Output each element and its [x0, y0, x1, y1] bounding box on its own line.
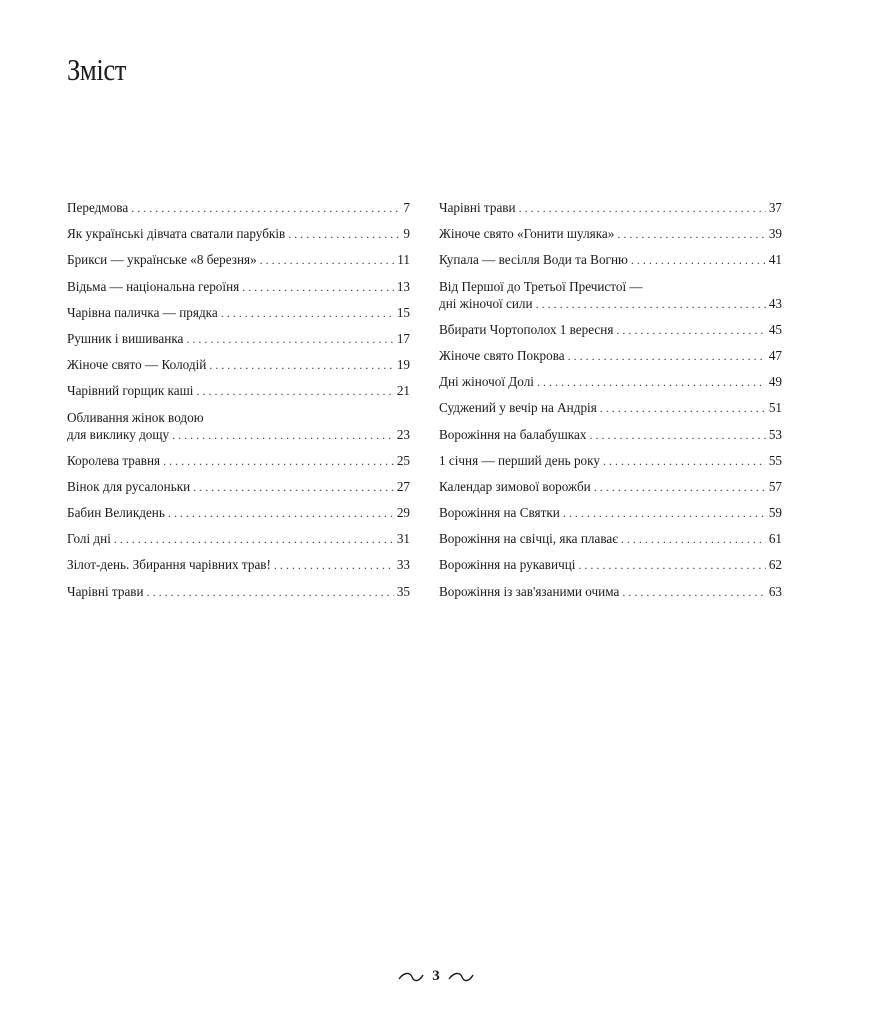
toc-entry-row	[439, 426, 782, 444]
toc-entry-title: Чарівний горщик каші	[67, 383, 194, 399]
toc-entry-title: 1 січня — перший день року	[439, 452, 600, 468]
toc-entry[interactable]	[67, 556, 410, 574]
toc-entry-title: Ворожіння на свічці, яка плаває	[439, 531, 618, 547]
dot-leader	[622, 584, 765, 601]
toc-entry-row	[439, 504, 782, 522]
toc-entry-title: для виклику дощу	[67, 426, 170, 442]
toc-entry[interactable]	[67, 199, 410, 217]
toc-entry-page-number: 61	[768, 531, 782, 547]
dot-leader	[186, 331, 393, 348]
dot-leader	[589, 427, 765, 444]
toc-entry-title: Жіноче свято Покрова	[439, 347, 565, 363]
dot-leader	[221, 305, 394, 322]
toc-entry-page-number: 51	[768, 400, 782, 416]
toc-entry[interactable]	[439, 251, 782, 269]
toc-entry[interactable]	[439, 373, 782, 391]
toc-entry-title: Ворожіння на рукавичці	[439, 557, 576, 573]
toc-entry[interactable]	[439, 426, 782, 444]
toc-entry-page-number: 29	[396, 505, 410, 521]
toc-entry[interactable]	[67, 278, 410, 296]
toc-entry-title: Вбирати Чортополох 1 вересня	[439, 321, 614, 337]
toc-entry-row	[67, 504, 410, 522]
dot-leader	[260, 252, 395, 269]
toc-entry-row	[67, 530, 410, 548]
toc-entry[interactable]	[67, 330, 410, 348]
toc-entry[interactable]	[67, 583, 410, 601]
toc-entry-row	[67, 251, 410, 269]
toc-entry-row	[439, 478, 782, 496]
toc-entry-title: Чарівні трави	[439, 200, 516, 215]
toc-entry-title: Королева травня	[67, 452, 161, 468]
tilde-ornament-left-icon	[398, 970, 424, 984]
dot-leader	[603, 453, 766, 470]
toc-entry-title: Брикси — українське «8 березня»	[67, 252, 257, 268]
toc-entry-row	[439, 373, 782, 391]
toc-entry-row	[67, 452, 410, 470]
toc-entry-row	[439, 452, 782, 470]
toc-entry-row	[439, 556, 782, 574]
toc-entry-title: Ворожіння на балабушках	[439, 426, 587, 442]
toc-entry[interactable]	[67, 452, 410, 470]
page-title: Зміст	[67, 52, 126, 87]
toc-entry[interactable]	[67, 304, 410, 322]
toc-entry-row	[67, 278, 410, 296]
toc-entry[interactable]	[67, 409, 410, 444]
dot-leader	[537, 374, 766, 391]
dot-leader	[631, 252, 766, 269]
dot-leader	[600, 400, 766, 417]
tilde-ornament-right-icon	[448, 970, 474, 984]
toc-entry[interactable]	[439, 347, 782, 365]
toc-entry-page-number: 15	[396, 304, 410, 320]
toc-entry-title: Ворожіння із зав'язаними очима	[439, 583, 620, 599]
toc-entry[interactable]	[439, 452, 782, 470]
toc-entry[interactable]	[439, 556, 782, 574]
toc-entry[interactable]	[439, 199, 782, 217]
toc-right-column	[439, 199, 782, 609]
toc-entry-page-number: 49	[768, 374, 782, 390]
dot-leader	[147, 584, 394, 601]
toc-entry[interactable]	[439, 225, 782, 243]
toc-entry-page-number: 31	[396, 531, 410, 547]
dot-leader	[168, 505, 394, 522]
toc-entry-row	[67, 304, 410, 322]
toc-entry-page-number: 37	[768, 200, 782, 215]
toc-entry-page-number: 23	[396, 426, 410, 442]
toc-entry-row	[439, 347, 782, 365]
toc-entry-row	[67, 382, 410, 400]
toc-entry[interactable]	[439, 504, 782, 522]
toc-entry-page-number: 7	[403, 200, 410, 215]
toc-entry-title: Дні жіночої Долі	[439, 374, 534, 390]
dot-leader	[563, 505, 766, 522]
toc-entry[interactable]	[67, 251, 410, 269]
toc-entry-page-number: 41	[768, 252, 782, 268]
toc-entry[interactable]	[67, 225, 410, 243]
toc-entry-page-number: 11	[397, 252, 410, 268]
toc-entry-row	[67, 426, 410, 444]
toc-entry-title: Ворожіння на Святки	[439, 505, 560, 521]
dot-leader	[131, 200, 400, 217]
toc-entry-row	[439, 530, 782, 548]
toc-entry-row	[439, 295, 782, 313]
toc-entry-row	[67, 478, 410, 496]
dot-leader	[621, 531, 766, 548]
dot-leader	[114, 531, 394, 548]
toc-entry-row	[67, 356, 410, 374]
dot-leader	[568, 348, 766, 365]
toc-entry[interactable]	[67, 382, 410, 400]
toc-entry-page-number: 21	[396, 383, 410, 399]
toc-entry-page-number: 9	[403, 226, 410, 242]
dot-leader	[594, 479, 766, 496]
toc-entry-page-number: 63	[768, 583, 782, 599]
dot-leader	[616, 322, 765, 339]
toc-entry-title: Чарівна паличка — прядка	[67, 304, 218, 320]
dot-leader	[519, 200, 766, 217]
page-number: 3	[432, 968, 440, 985]
toc-entry-page-number: 55	[768, 452, 782, 468]
toc-entry-page-number: 27	[396, 478, 410, 494]
dot-leader	[196, 383, 393, 400]
toc-entry[interactable]	[67, 504, 410, 522]
dot-leader	[193, 479, 394, 496]
toc-entry-title-line1: Обливання жінок водою	[67, 409, 204, 425]
toc-entry-row	[439, 321, 782, 339]
toc-entry[interactable]	[67, 356, 410, 374]
toc-entry-page-number: 39	[768, 226, 782, 242]
toc-entry-row	[67, 225, 410, 243]
toc-entry[interactable]	[439, 530, 782, 548]
toc-entry-title: Зілот-день. Збирання чарівних трав!	[67, 557, 271, 573]
toc-entry[interactable]	[439, 583, 782, 601]
dot-leader	[288, 226, 400, 243]
toc-entry-page-number: 47	[768, 347, 782, 363]
toc-entry-page-number: 53	[768, 426, 782, 442]
toc-entry[interactable]	[439, 278, 782, 313]
toc-entry-row	[439, 399, 782, 417]
toc-entry-page-number: 25	[396, 452, 410, 468]
toc-left-column	[67, 199, 410, 609]
toc-entry-title-line1: Від Першої до Третьої Пречистої —	[439, 278, 643, 294]
dot-leader	[209, 357, 394, 374]
toc-entry[interactable]	[439, 399, 782, 417]
dot-leader	[163, 453, 394, 470]
toc-entry-title: Рушник і вишиванка	[67, 330, 184, 346]
toc-entry-row	[439, 251, 782, 269]
toc-entry-row	[67, 556, 410, 574]
toc-entry[interactable]	[439, 478, 782, 496]
dot-leader	[242, 279, 394, 296]
toc-entry-page-number: 57	[768, 478, 782, 494]
toc-entry-row	[67, 199, 410, 217]
dot-leader	[536, 296, 766, 313]
toc-entry[interactable]	[439, 321, 782, 339]
toc-entry-row	[439, 199, 782, 217]
toc-entry-title: Відьма — національна героїня	[67, 278, 240, 294]
toc-entry-row	[67, 330, 410, 348]
toc-entry-title: Суджений у вечір на Андрія	[439, 400, 597, 416]
dot-leader	[172, 427, 394, 444]
toc-entry-title: Передмова	[67, 200, 129, 215]
toc-entry[interactable]	[67, 530, 410, 548]
toc-entry-title: Календар зимової ворожби	[439, 478, 591, 494]
toc-entry-title: Жіноче свято — Колодій	[67, 357, 207, 373]
toc-entry-title: Купала — весілля Води та Вогню	[439, 252, 628, 268]
toc-entry-page-number: 35	[396, 583, 410, 599]
toc-entry-page-number: 43	[768, 295, 782, 311]
toc-entry-row	[439, 225, 782, 243]
toc-entry-row	[67, 583, 410, 601]
toc-entry[interactable]	[67, 478, 410, 496]
toc-entry-page-number: 19	[396, 357, 410, 373]
toc-entry-title: Чарівні трави	[67, 583, 144, 599]
toc-entry-title: Як українські дівчата сватали парубків	[67, 226, 286, 242]
toc-entry-page-number: 13	[396, 278, 410, 294]
dot-leader	[617, 226, 765, 243]
toc-entry-page-number: 33	[396, 557, 410, 573]
dot-leader	[274, 557, 394, 574]
toc-entry-row	[439, 583, 782, 601]
toc-entry-page-number: 59	[768, 505, 782, 521]
toc-entry-page-number: 62	[768, 557, 782, 573]
dot-leader	[578, 557, 765, 574]
toc-entry-title: Голі дні	[67, 531, 111, 547]
toc-entry-title: Вінок для русалоньки	[67, 478, 191, 494]
toc-entry-page-number: 45	[768, 321, 782, 337]
toc-entry-title: Жіноче свято «Гонити шуляка»	[439, 226, 615, 242]
toc-entry-page-number: 17	[396, 330, 410, 346]
page-number-footer	[0, 968, 872, 985]
toc-entry-title: дні жіночої сили	[439, 295, 533, 311]
toc-entry-title: Бабин Великдень	[67, 505, 165, 521]
